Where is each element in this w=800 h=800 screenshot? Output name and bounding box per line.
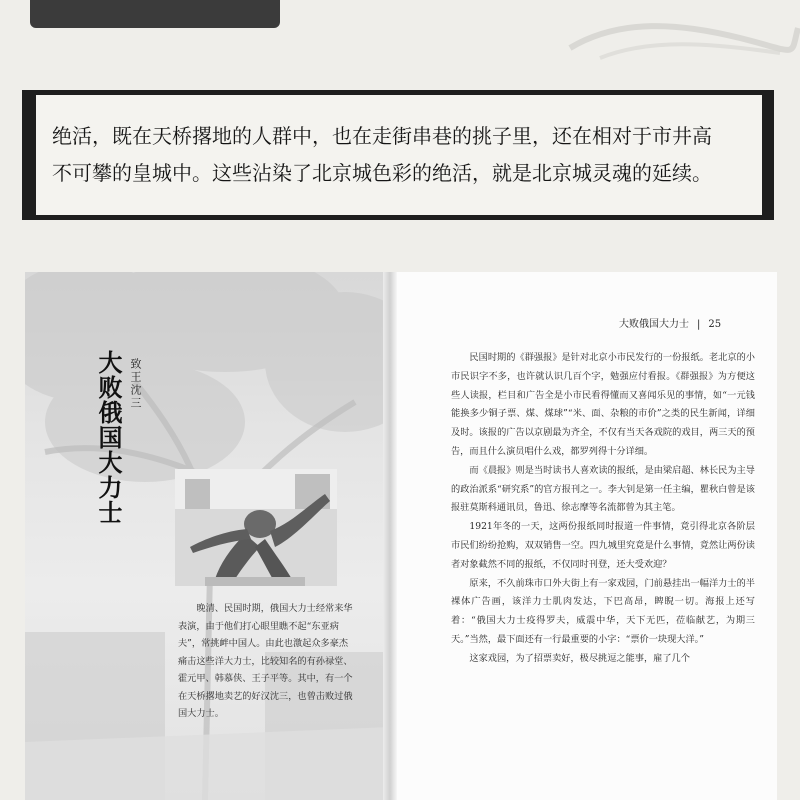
paragraph: 1921年冬的一天，这两份报纸同时报道一件事情，竟引得北京各阶层市民们纷纷抢购，双双销售一空。四九城里究竟是什么事情，竟然让两份读者对象截然不同的报纸，不仅同时刊登，还大受欢迎？ xyxy=(451,521,755,570)
caption-text: 晚清、民国时期，俄国大力士经常来华表演，由于他们打心眼里瞧不起“东亚病夫”，常挑衅中国人。由此也激起众多豪杰痛击这些洋大力士，比较知名的有孙禄堂、霍元甲、韩慕侠、王子平等。其中，有一个在天桥撂地卖艺的好汉沈三，也曾击败过俄国大力士。 xyxy=(178,603,353,719)
page-number: 25 xyxy=(708,319,722,330)
left-page xyxy=(25,272,391,800)
paragraph: 原来，不久前珠市口外大街上有一家戏园，门前悬挂出一幅洋力士的半裸体广告画，该洋力士肌肉发达，下巴高昂，睥睨一切。海报上还写着：“俄国大力士疫得罗夫，威震中华，天下无匹，莅临献艺，为期三天。”当然，最下面还有一行最重要的小字：“票价一块现大洋。” xyxy=(451,577,755,645)
book-spread xyxy=(25,272,777,800)
page-header xyxy=(619,315,721,330)
right-page xyxy=(397,272,777,800)
photo-caption xyxy=(178,600,356,723)
quote-text xyxy=(52,118,752,192)
quote-line-2: 不可攀的皇城中。这些沾染了北京城色彩的绝活，就是北京城灵魂的延续。 xyxy=(52,161,712,185)
ink-wash-decoration xyxy=(560,8,800,68)
top-dark-banner xyxy=(30,0,280,28)
paragraph: 这家戏园，为了招票卖好，极尽挑逗之能事，雇了几个 xyxy=(469,652,690,664)
quote-line-1: 绝活，既在天桥撂地的人群中，也在走街串巷的挑子里，还在相对于市井高 xyxy=(52,124,712,148)
running-title: 大败俄国大力士 xyxy=(619,319,689,330)
book-spine xyxy=(383,272,397,800)
quote-box xyxy=(22,90,774,220)
article-title: 大败俄国大力士 xyxy=(94,350,123,525)
article-author: 致王沈三 xyxy=(129,358,142,410)
paragraph: 而《晨报》则是当时读书人喜欢读的报纸，是由梁启超、林长民为主导的政治派系“研究系”的官方报刊之一。李大钊是第一任主编，瞿秋白曾是该报驻莫斯科通讯员，鲁迅、徐志摩等名流都曾为其主笔。 xyxy=(451,464,755,514)
page-body xyxy=(451,349,755,669)
paragraph: 民国时期的《群强报》是针对北京小市民发行的一份报纸。老北京的小市民识字不多，也许就认识几百个字，勉强应付看报。《群强报》为方便这些人读报，栏目和广告全是小市民看得懂而又喜闻乐见的事情，如“一元钱能换多少铜子票、煤、煤球”“米、面、杂粮的市价”之类的民生新闻，详细及时。该报的广告以京剧最为齐全，不仅有当天各戏院的戏目，两三天的预告，而且什么演员唱什么戏，都罗列得十分详细。 xyxy=(451,352,755,457)
strongman-statue-photo xyxy=(175,469,337,586)
header-separator: | xyxy=(697,319,701,330)
